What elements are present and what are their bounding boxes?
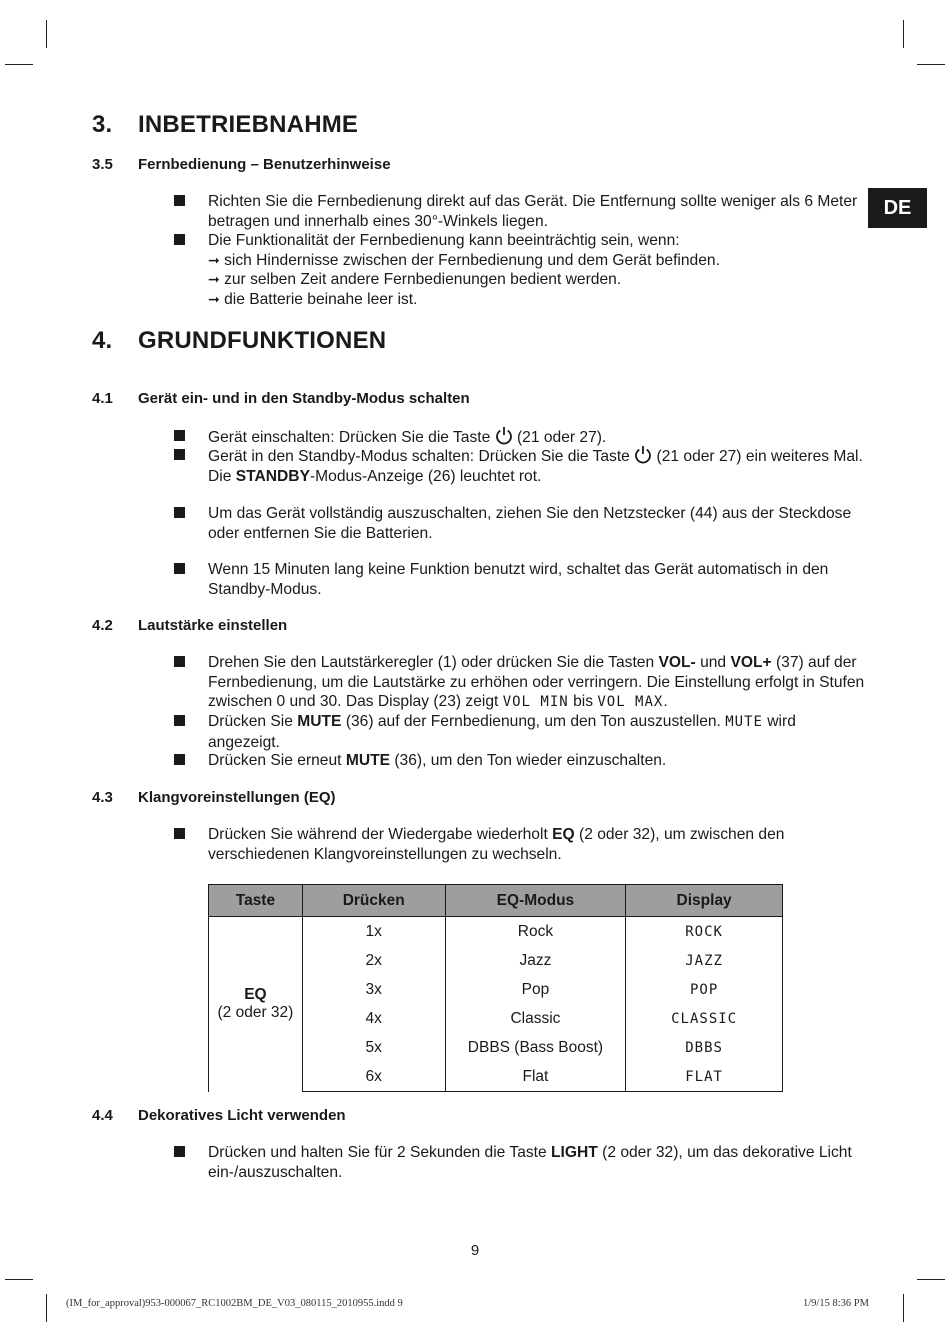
table-cell: 4x — [302, 1004, 445, 1033]
footer-date: 1/9/15 8:36 PM — [803, 1298, 869, 1309]
display-cell: FLAT — [626, 1062, 783, 1092]
subsection-heading-4-1: 4.1 Gerät ein- und in den Standby-Modus schalten — [92, 390, 470, 407]
subsection-heading-4-3: 4.3 Klangvoreinstellungen (EQ) — [92, 789, 336, 806]
bullet-text: Drücken Sie erneut MUTE (36), um den Ton wieder einzuschalten. — [208, 752, 667, 769]
bullet-text: Drücken Sie MUTE (36) auf der Fernbedienung, um den Ton auszustellen. MUTE wird angezeigt. — [208, 713, 796, 751]
display-cell: ROCK — [626, 917, 783, 947]
display-cell: CLASSIC — [626, 1004, 783, 1033]
table-cell: Jazz — [445, 946, 626, 975]
table-cell: Flat — [445, 1062, 626, 1092]
bullet-icon — [174, 656, 185, 667]
bullet-icon — [174, 563, 185, 574]
table-cell: Pop — [445, 975, 626, 1004]
column-header: EQ-Modus — [445, 885, 626, 917]
lcd-text: MUTE — [725, 714, 763, 730]
bullet-icon — [174, 195, 185, 206]
crop-mark — [46, 1294, 47, 1322]
power-icon — [634, 445, 652, 464]
arrow-right-icon: ➞ — [208, 251, 220, 268]
bullet-text: Wenn 15 Minuten lang keine Funktion benutzt wird, schaltet das Gerät automatisch in den Standby-Modus. — [208, 561, 829, 598]
table-cell: 2x — [302, 946, 445, 975]
crop-mark — [903, 20, 904, 48]
arrow-right-icon: ➞ — [208, 290, 220, 307]
power-icon — [495, 426, 513, 445]
arrow-item: ➞ sich Hindernisse zwischen der Fernbedienung und dem Gerät befinden. — [208, 251, 720, 269]
display-cell: JAZZ — [626, 946, 783, 975]
column-header: Display — [626, 885, 783, 917]
column-header: Taste — [209, 885, 303, 917]
table-cell: Rock — [445, 917, 626, 947]
table-cell: 5x — [302, 1033, 445, 1062]
bullet-text: Gerät in den Standby-Modus schalten: Drücken Sie die Taste (21 oder 27) ein weiteres Mal. Die STANDBY-Modus-Anzeige (26) leuchtet rot. — [208, 445, 868, 486]
bullet-text: Gerät einschalten: Drücken Sie die Taste (21 oder 27). — [208, 426, 868, 448]
crop-mark — [903, 1294, 904, 1322]
section-heading-4: 4. GRUNDFUNKTIONEN — [92, 327, 387, 354]
table-cell: Classic — [445, 1004, 626, 1033]
eq-table — [208, 884, 783, 1092]
bullet-text: Die Funktionalität der Fernbedienung kann beeinträchtig sein, wenn: ➞ sich Hindernisse zwischen der Fernbedienung und dem Gerät befinden. ➞ zur selben Zeit andere Fernbedienungen bedient werden. ➞ die Batterie beinahe leer ist. — [208, 231, 868, 309]
bullet-icon — [174, 1146, 185, 1157]
bullet-text: Drücken Sie während der Wiedergabe wiederholt EQ (2 oder 32), um zwischen den verschiedenen Klangvoreinstellungen zu wechseln. — [208, 826, 785, 863]
table-cell: 1x — [302, 917, 445, 947]
page-number: 9 — [470, 1242, 480, 1259]
subsection-heading-4-2: 4.2 Lautstärke einstellen — [92, 617, 288, 634]
table-header-row — [209, 885, 783, 917]
lcd-text: VOL MIN — [502, 694, 569, 710]
arrow-right-icon: ➞ — [208, 271, 220, 287]
bullet-text: Um das Gerät vollständig auszuschalten, ziehen Sie den Netzstecker (44) aus der Steckdose oder entfernen Sie die Batterien. — [208, 505, 852, 542]
bullet-text: Drücken und halten Sie für 2 Sekunden die Taste LIGHT (2 oder 32), um das dekorative Licht ein-/auszuschalten. — [208, 1144, 852, 1181]
column-header: Drücken — [302, 885, 445, 917]
footer-filename: (IM_for_approval)953-000067_RC1002BM_DE_V03_080115_2010955.indd 9 — [66, 1298, 403, 1309]
bullet-icon — [174, 754, 185, 765]
crop-mark — [917, 1279, 945, 1280]
crop-mark — [46, 20, 47, 48]
table-row — [209, 917, 783, 947]
bullet-icon — [174, 828, 185, 839]
subsection-heading-3-5: 3.5 Fernbedienung – Benutzerhinweise — [92, 156, 391, 173]
arrow-item: ➞ die Batterie beinahe leer ist. — [208, 290, 418, 308]
crop-mark — [5, 64, 33, 65]
bullet-icon — [174, 234, 185, 245]
bullet-icon — [174, 507, 185, 518]
key-cell: EQ (2 oder 32) — [209, 917, 303, 1092]
subsection-heading-4-4: 4.4 Dekoratives Licht verwenden — [92, 1107, 346, 1124]
bullet-icon — [174, 715, 185, 726]
table-cell: 6x — [302, 1062, 445, 1092]
bullet-icon — [174, 449, 185, 460]
bullet-icon — [174, 430, 185, 441]
table-cell: DBBS (Bass Boost) — [445, 1033, 626, 1062]
bullet-text: Richten Sie die Fernbedienung direkt auf das Gerät. Die Entfernung sollte weniger als 6 Meter betragen und innerhalb eines 30°-Winkels liegen. — [208, 193, 858, 230]
crop-mark — [5, 1279, 33, 1280]
bullet-text: Drehen Sie den Lautstärkeregler (1) oder drücken Sie die Tasten VOL- und VOL+ (37) auf der Fernbedienung, um die Lautstärke zu erhöhen oder verringern. Die Einstellung erfolgt in Stufen zwischen 0 und 30. Das Display (23) zeigt VOL MIN bis VOL MAX. — [208, 654, 865, 710]
language-tab: DE — [868, 188, 927, 228]
display-cell: DBBS — [626, 1033, 783, 1062]
section-heading-3: 3. INBETRIEBNAHME — [92, 111, 359, 138]
lcd-text: VOL MAX — [597, 694, 664, 710]
table-cell: 3x — [302, 975, 445, 1004]
crop-mark — [917, 64, 945, 65]
display-cell: POP — [626, 975, 783, 1004]
arrow-item: ➞ zur selben Zeit andere Fernbedienungen bedient werden. — [208, 271, 622, 288]
